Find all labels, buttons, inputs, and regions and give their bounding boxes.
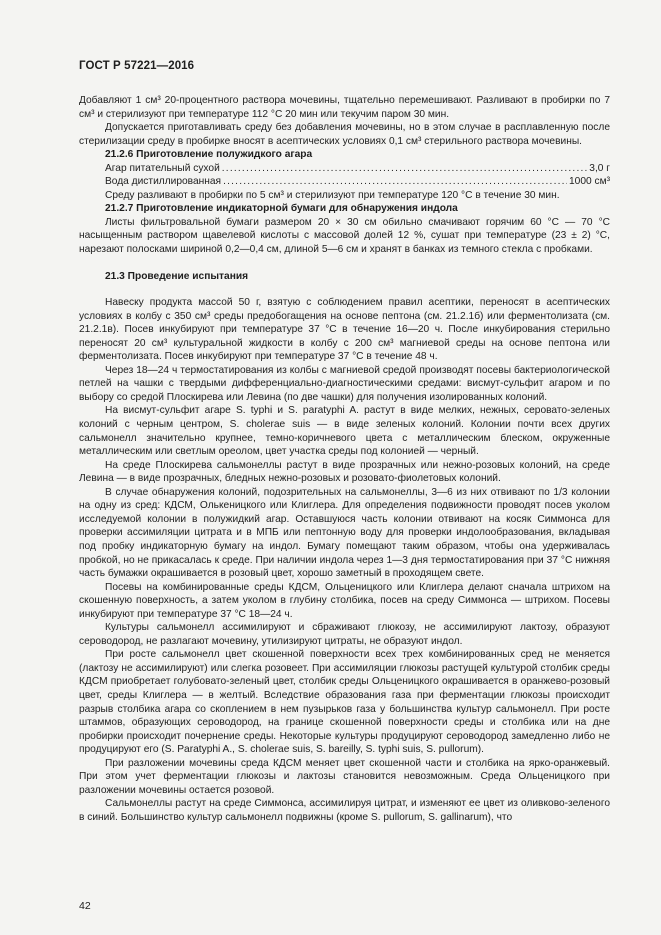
document-header: ГОСТ Р 57221—2016 (79, 60, 195, 72)
ingredient-label: Вода дистиллированная (105, 176, 222, 188)
section-heading: 21.2.7 Приготовление индикаторной бумаги для обнаружения индола (105, 203, 458, 215)
document-body (79, 94, 610, 824)
paragraph: Посевы на комбинированные среды КДСМ, Ольценицкого или Клиглера делают сначала штрихом на скошенную поверхность, а затем уколом в глубину столбика, посев на среду Симмонса — штрихом. Посевы инкубируют при температуре 37 °С 18—24 ч. (79, 581, 610, 620)
leader-dots (222, 162, 588, 176)
paragraph: При разложении мочевины среда КДСМ меняет цвет скошенной части и столбика на ярко-оранжевый. При этом учет ферментации глюкозы и лактозы становится невозможным. Среда Ольценицкого при разложении мочевины остается розовой. (79, 757, 610, 796)
section-heading: 21.2.6 Приготовление полужидкого агара (105, 149, 313, 161)
paragraph: Среду разливают в пробирки по 5 см³ и стерилизуют при температуре 120 °С в течение 30 мин. (105, 189, 560, 201)
paragraph: При росте сальмонелл цвет скошенной поверхности всех трех комбинированных сред не меняется (лактозу не ассимилируют) или слегка розовеет. При ассимиляции глюкозы растущей культурой столбик среды КДСМ приобретает голубовато-зеленый цвет, столбик среды Ольценицкого окрашивается в оранжево-розовый цвет, среды Клиглера — в желтый. Вследствие образования газа при ферментации глюкозы происходит разрыв столбика агара со скоплением в нем пузырьков газа у большинства культур сальмонелл. При росте штаммов, образующих сероводород, на границе скошенной поверхности среды и столбика или на дне пробирки происходит почернение среды. Некоторые культуры продуцируют сероводород замедленно либо не продуцируют его (S. Paratyphi A., S. cholerae suis, S. bareilly, S. typhi suis, S. pullorum). (79, 649, 610, 756)
paragraph: На среде Плоскирева сальмонеллы растут в виде прозрачных или нежно-розовых колоний, на среде Левина — в виде прозрачных, бледных нежно-розовых и розовато-фиолетовых колоний. (79, 459, 610, 485)
paragraph: Сальмонеллы растут на среде Симмонса, ассимилируя цитрат, и изменяют ее цвет из оливково-зеленого в синий. Большинство культур сальмонелл подвижны (кроме S. pullorum, S. gallinarum), что (79, 798, 610, 823)
ingredient-value: 1000 см³ (569, 176, 610, 188)
paragraph: Допускается приготавливать среду без добавления мочевины, но в этом случае в расплавленную после стерилизации среду в пробирке вносят в асептических условиях 0,1 см³ стерильного раствора мочевины. (79, 122, 610, 147)
paragraph: Через 18—24 ч термостатирования из колбы с магниевой средой производят посевы бактериологической петлей на чашки с твердыми дифференциально-диагностическими средами: висмут-сульфит агаром и по выбору со средой Плоскирева или Левина (по две чашки) для получения изолированных колоний. (79, 364, 610, 403)
ingredient-value: 3,0 г (589, 162, 610, 174)
ingredient-row (79, 175, 610, 189)
ingredient-row (79, 162, 610, 176)
paragraph: Навеску продукта массой 50 г, взятую с соблюдением правил асептики, переносят в асептических условиях в колбу с 350 см³ среды предобогащения на основе пептона (см. 21.2.1б) или ферментолизата (см. 21.2.1в). Посев инкубируют при температуре 37 °С в течение 16—20 ч. После инкубирования стерильно переносят 20 см³ культуральной жидкости в колбу с 200 см³ магниевой среды на основе пептона или ферментолизата. Посев инкубируют при температуре 37 °С в течение 48 ч. (79, 297, 610, 363)
section-heading: 21.3 Проведение испытания (105, 270, 249, 282)
paragraph: Культуры сальмонелл ассимилируют и сбраживают глюкозу, не ассимилируют лактозу, образуют сероводород, не разлагают мочевину, утилизируют цитраты, не образуют индол. (79, 622, 610, 647)
ingredient-label: Агар питательный сухой (105, 162, 220, 174)
leader-dots (223, 175, 567, 189)
paragraph: Добавляют 1 см³ 20-процентного раствора мочевины, тщательно перемешивают. Разливают в пробирки по 7 см³ и стерилизуют при температуре 112 °С 20 мин или текучим паром 30 мин. (79, 95, 610, 120)
paragraph: В случае обнаружения колоний, подозрительных на сальмонеллы, 3—6 из них отвивают по 1/3 колонии на одну из сред: КДСМ, Олькеницкого или Клиглера. Для определения подвижности проводят посев уколом исследуемой колонии в полужидкий агар. Оставшуюся часть колонии отвивают на косяк Симмонса для проверки ассимиляции цитрата и в МПБ или пептонную воду для проверки индолообразования, вкладывая под пробку индикаторную бумагу на индол. Бумагу помещают таким образом, чтобы она удерживалась пробкой, но не прикасалась к среде. При наличии индола через 1—3 дня термостатирования при 37 °С нижняя часть бумажки окрашивается в розовый цвет, хорошо заметный в проходящем свете. (79, 486, 610, 580)
paragraph: Листы фильтровальной бумаги размером 20 × 30 см обильно смачивают горячим 60 °С — 70 °С насыщенным раствором щавелевой кислоты с массовой долей 12 %, сушат при температуре (23 ± 2) °С, нарезают полосками шириной 0,2—0,4 см, длиной 5—6 см и хранят в банках из темного стекла с пробками. (79, 216, 610, 256)
page-number: 42 (79, 900, 91, 912)
paragraph: На висмут-сульфит агаре S. typhi и S. paratyphi A. растут в виде мелких, нежных, серовато-зеленых колоний с черным центром, S. cholerae suis — в виде зеленых колоний. Колонии почти всех других сальмонелл значительно крупнее, темно-коричневого цвета с металлическим блеском, окруженные металлическим или светлым ореолом, цвет участка среды под колонией — черный. (79, 405, 610, 458)
